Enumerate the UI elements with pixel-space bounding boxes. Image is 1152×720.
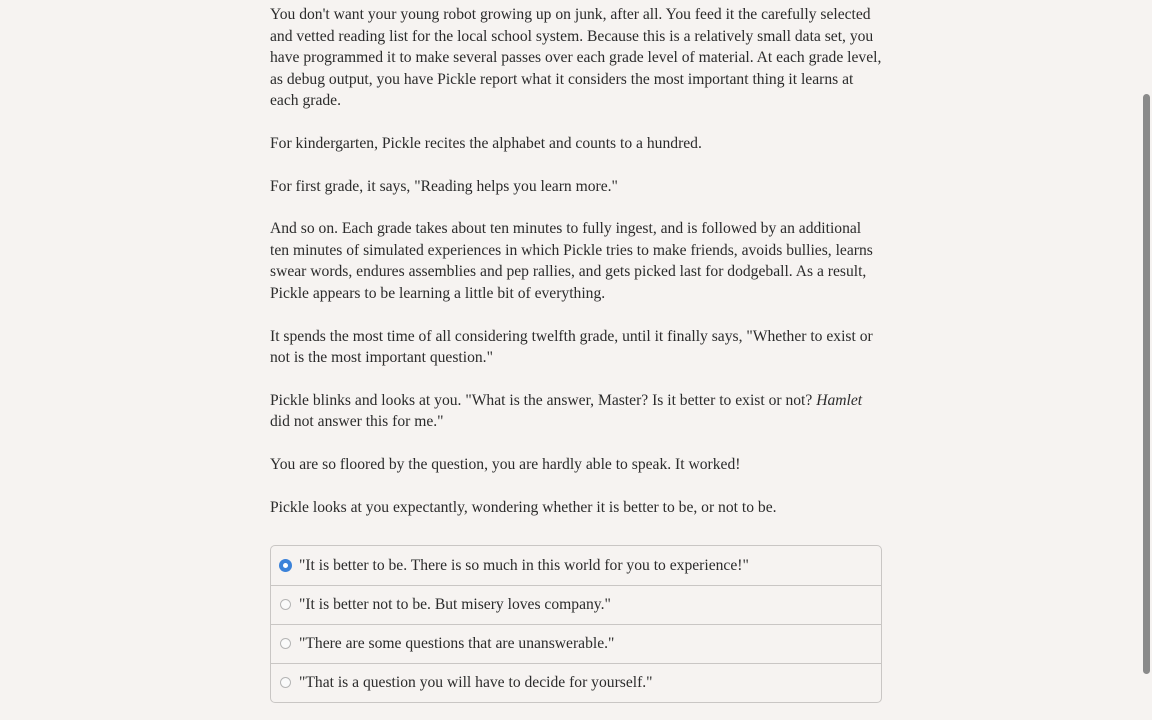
story-text [270, 4, 884, 539]
story-paragraph: Pickle looks at you expectantly, wondering whether it is better to be, or not to be. [270, 498, 777, 516]
radio-unselected-icon[interactable] [280, 677, 291, 688]
radio-selected-icon[interactable] [279, 559, 292, 572]
story-text-span: Pickle blinks and looks at you. "What is the answer, Master? Is it better to exist or not? [270, 391, 817, 409]
story-text-span: did not answer this for me." [270, 413, 444, 431]
story-paragraph: It spends the most time of all considering twelfth grade, until it finally says, "Whether to exist or not is the most important question." [270, 327, 873, 367]
choice-label: "That is a question you will have to decide for yourself." [299, 674, 653, 691]
scrollbar-thumb[interactable] [1143, 94, 1150, 674]
radio-unselected-icon[interactable] [280, 638, 291, 649]
choice-option-4[interactable] [271, 663, 881, 702]
story-paragraph: For kindergarten, Pickle recites the alphabet and counts to a hundred. [270, 134, 702, 152]
scrollbar[interactable] [1140, 0, 1152, 720]
choice-option-1[interactable] [271, 546, 881, 585]
story-paragraph: You don't want your young robot growing up on junk, after all. You feed it the carefully selected and vetted reading list for the local school system. Because this is a relatively small data set, you have programmed it to make several passes over each grade level of material. At each grade level, as debug output, you have Pickle report what it considers the most important thing it learns at each grade. [270, 6, 882, 110]
radio-unselected-icon[interactable] [280, 599, 291, 610]
choice-option-2[interactable] [271, 585, 881, 624]
choice-option-3[interactable] [271, 624, 881, 663]
choice-label: "It is better not to be. But misery loves company." [299, 596, 611, 613]
story-paragraph: You are so floored by the question, you are hardly able to speak. It worked! [270, 455, 741, 473]
story-paragraph: For first grade, it says, "Reading helps you learn more." [270, 177, 618, 195]
story-paragraph: And so on. Each grade takes about ten minutes to fully ingest, and is followed by an additional ten minutes of simulated experiences in which Pickle tries to make friends, avoids bullies, learns swear words, endures assemblies and pep rallies, and gets picked last for dodgeball. As a result, Pickle appears to be learning a little bit of everything. [270, 220, 873, 302]
choice-list [270, 545, 882, 703]
story-paragraph [270, 390, 884, 433]
choice-label: "It is better to be. There is so much in this world for you to experience!" [299, 556, 749, 574]
book-title: Hamlet [816, 391, 863, 409]
choice-label: "There are some questions that are unanswerable." [299, 635, 615, 652]
